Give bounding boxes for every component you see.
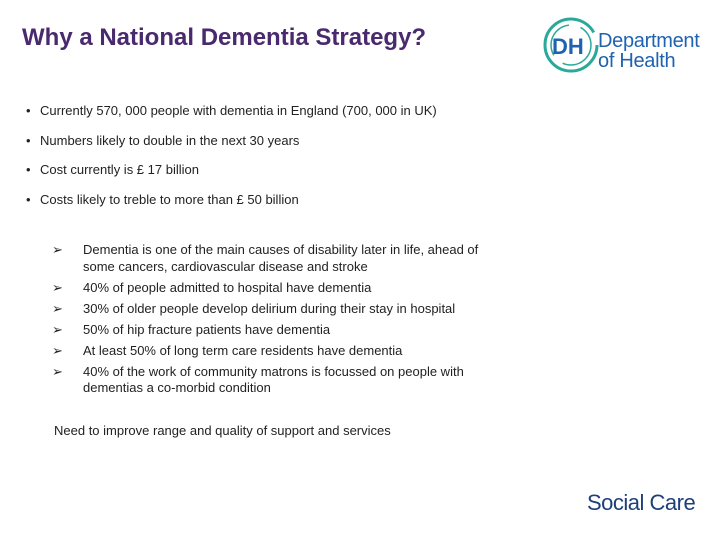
arrow-bullet-icon: ➢	[52, 242, 63, 257]
list-item-text: Dementia is one of the main causes of disability later in life, ahead of some cancers, cardiovascular disease and stroke	[83, 242, 479, 274]
list-item-text: Costs likely to treble to more than £ 50 billion	[40, 191, 299, 207]
dementia-facts-list	[52, 242, 502, 401]
bullet-icon: •	[26, 132, 31, 148]
logo-mark-text: DH	[552, 34, 584, 59]
list-item	[52, 343, 502, 360]
social-care-logo: Social Care	[587, 490, 696, 515]
bullet-icon: •	[26, 162, 31, 177]
list-item-text: 40% of people admitted to hospital have dementia	[83, 279, 372, 295]
bullet-icon: •	[26, 191, 31, 207]
arrow-bullet-icon: ➢	[52, 342, 63, 358]
list-item	[52, 322, 502, 339]
list-item	[26, 133, 437, 163]
list-item	[52, 364, 502, 397]
conclusion-text: Need to improve range and quality of support and services	[54, 423, 391, 438]
dh-logo-mark-icon	[540, 14, 600, 76]
logo-text-line-2: of Health	[598, 50, 676, 72]
arrow-bullet-icon: ➢	[52, 279, 63, 295]
list-item-text: 50% of hip fracture patients have dementia	[83, 321, 331, 337]
arrow-bullet-icon: ➢	[52, 363, 63, 379]
slide-title: Why a National Dementia Strategy?	[22, 24, 427, 51]
list-item	[26, 192, 437, 222]
list-item	[52, 301, 502, 318]
list-item	[26, 162, 437, 192]
list-item-text: At least 50% of long term care residents have dementia	[83, 342, 403, 358]
list-item-text: Cost currently is £ 17 billion	[40, 162, 199, 177]
list-item	[52, 242, 502, 275]
key-statistics-list	[26, 103, 437, 221]
list-item	[52, 280, 502, 297]
bullet-icon: •	[26, 103, 31, 118]
department-of-health-logo	[540, 14, 705, 78]
list-item	[26, 103, 437, 133]
list-item-text: 40% of the work of community matrons is focussed on people with dementias a co-morbid condition	[83, 363, 464, 395]
list-item-text: 30% of older people develop delirium during their stay in hospital	[83, 300, 456, 316]
logo-text-line-1: Department	[598, 30, 700, 52]
list-item-text: Currently 570, 000 people with dementia in England (700, 000 in UK)	[40, 103, 437, 118]
arrow-bullet-icon: ➢	[52, 300, 63, 316]
list-item-text: Numbers likely to double in the next 30 years	[40, 132, 300, 148]
arrow-bullet-icon: ➢	[52, 321, 63, 337]
